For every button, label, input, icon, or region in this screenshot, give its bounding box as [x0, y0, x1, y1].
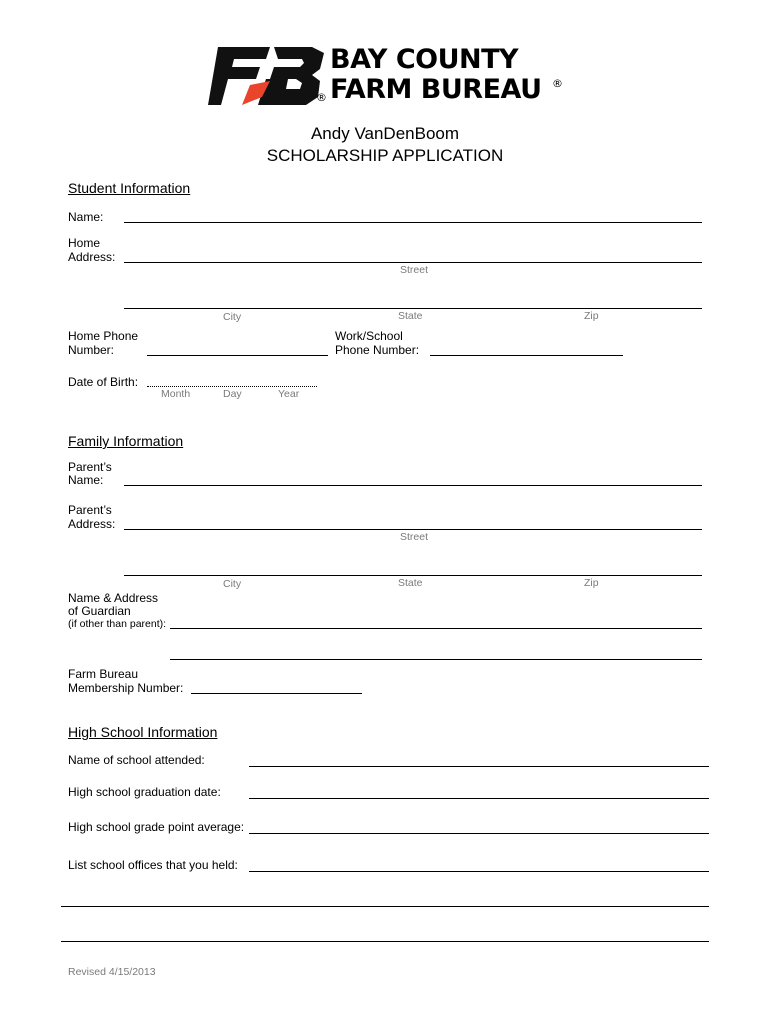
school-name-label: Name of school attended:: [68, 753, 205, 767]
parent-city-state-zip-field[interactable]: [124, 575, 702, 576]
membership-number-field[interactable]: [191, 693, 362, 694]
home-phone-field[interactable]: [147, 355, 328, 356]
work-phone-field[interactable]: [430, 355, 623, 356]
section-header-family: Family Information: [68, 433, 184, 449]
day-hint: Day: [223, 388, 242, 400]
home-street-field[interactable]: [124, 262, 702, 263]
logo-line2: FARM BUREAU: [330, 74, 542, 105]
city-hint: City: [223, 311, 242, 323]
dob-label: Date of Birth:: [68, 375, 139, 389]
grad-date-field[interactable]: [249, 798, 709, 799]
farm-bureau-logo-mark: [208, 45, 328, 107]
guardian-field-1[interactable]: [170, 628, 702, 629]
parent-state-hint: State: [398, 577, 423, 589]
year-hint: Year: [278, 388, 300, 400]
guardian-label-1: Name & Address: [68, 591, 159, 605]
parent-zip-hint: Zip: [584, 577, 599, 589]
parent-street-field[interactable]: [124, 529, 702, 530]
parent-city-hint: City: [223, 578, 242, 590]
dob-field[interactable]: [147, 386, 317, 387]
parent-name-label-2: Name:: [68, 473, 104, 487]
logo-line1: BAY COUNTY: [330, 44, 519, 75]
gpa-label: High school grade point average:: [68, 820, 245, 834]
home-city-state-zip-field[interactable]: [124, 308, 702, 309]
home-phone-label-1: Home Phone: [68, 329, 139, 343]
parent-street-hint: Street: [400, 531, 429, 543]
home-address-label-1: Home: [68, 236, 101, 250]
parent-address-label-1: Parent’s: [68, 503, 112, 517]
offices-field-2[interactable]: [61, 906, 709, 907]
section-header-school: High School Information: [68, 724, 218, 740]
gpa-field[interactable]: [249, 833, 709, 834]
month-hint: Month: [161, 388, 191, 400]
work-phone-label-2: Phone Number:: [335, 343, 420, 357]
work-phone-label-1: Work/School: [335, 329, 403, 343]
applicant-name: Andy VanDenBoom: [310, 124, 460, 143]
school-name-field[interactable]: [249, 766, 709, 767]
parent-name-label-1: Parent’s: [68, 460, 112, 474]
page-title: SCHOLARSHIP APPLICATION: [266, 146, 504, 165]
logo-registered: ®: [552, 77, 563, 90]
name-label: Name:: [68, 210, 104, 224]
membership-label-1: Farm Bureau: [68, 667, 139, 681]
revised-date: Revised 4/15/2013: [68, 966, 156, 978]
offices-field-1[interactable]: [249, 871, 709, 872]
offices-field-3[interactable]: [61, 941, 709, 942]
guardian-label-3: (if other than parent):: [68, 618, 167, 630]
logo-registered-small: ®: [316, 91, 327, 104]
zip-hint: Zip: [584, 310, 599, 322]
logo: [208, 45, 568, 107]
parent-address-label-2: Address:: [68, 517, 116, 531]
home-address-label-2: Address:: [68, 250, 116, 264]
section-header-student: Student Information: [68, 180, 191, 196]
street-hint: Street: [400, 264, 429, 276]
state-hint: State: [398, 310, 423, 322]
offices-label: List school offices that you held:: [68, 858, 238, 872]
guardian-field-2[interactable]: [170, 659, 702, 660]
guardian-label-2: of Guardian: [68, 604, 131, 618]
grad-date-label: High school graduation date:: [68, 785, 221, 799]
parent-name-field[interactable]: [124, 485, 702, 486]
home-phone-label-2: Number:: [68, 343, 115, 357]
name-field[interactable]: [124, 222, 702, 223]
membership-label-2: Membership Number:: [68, 681, 184, 695]
